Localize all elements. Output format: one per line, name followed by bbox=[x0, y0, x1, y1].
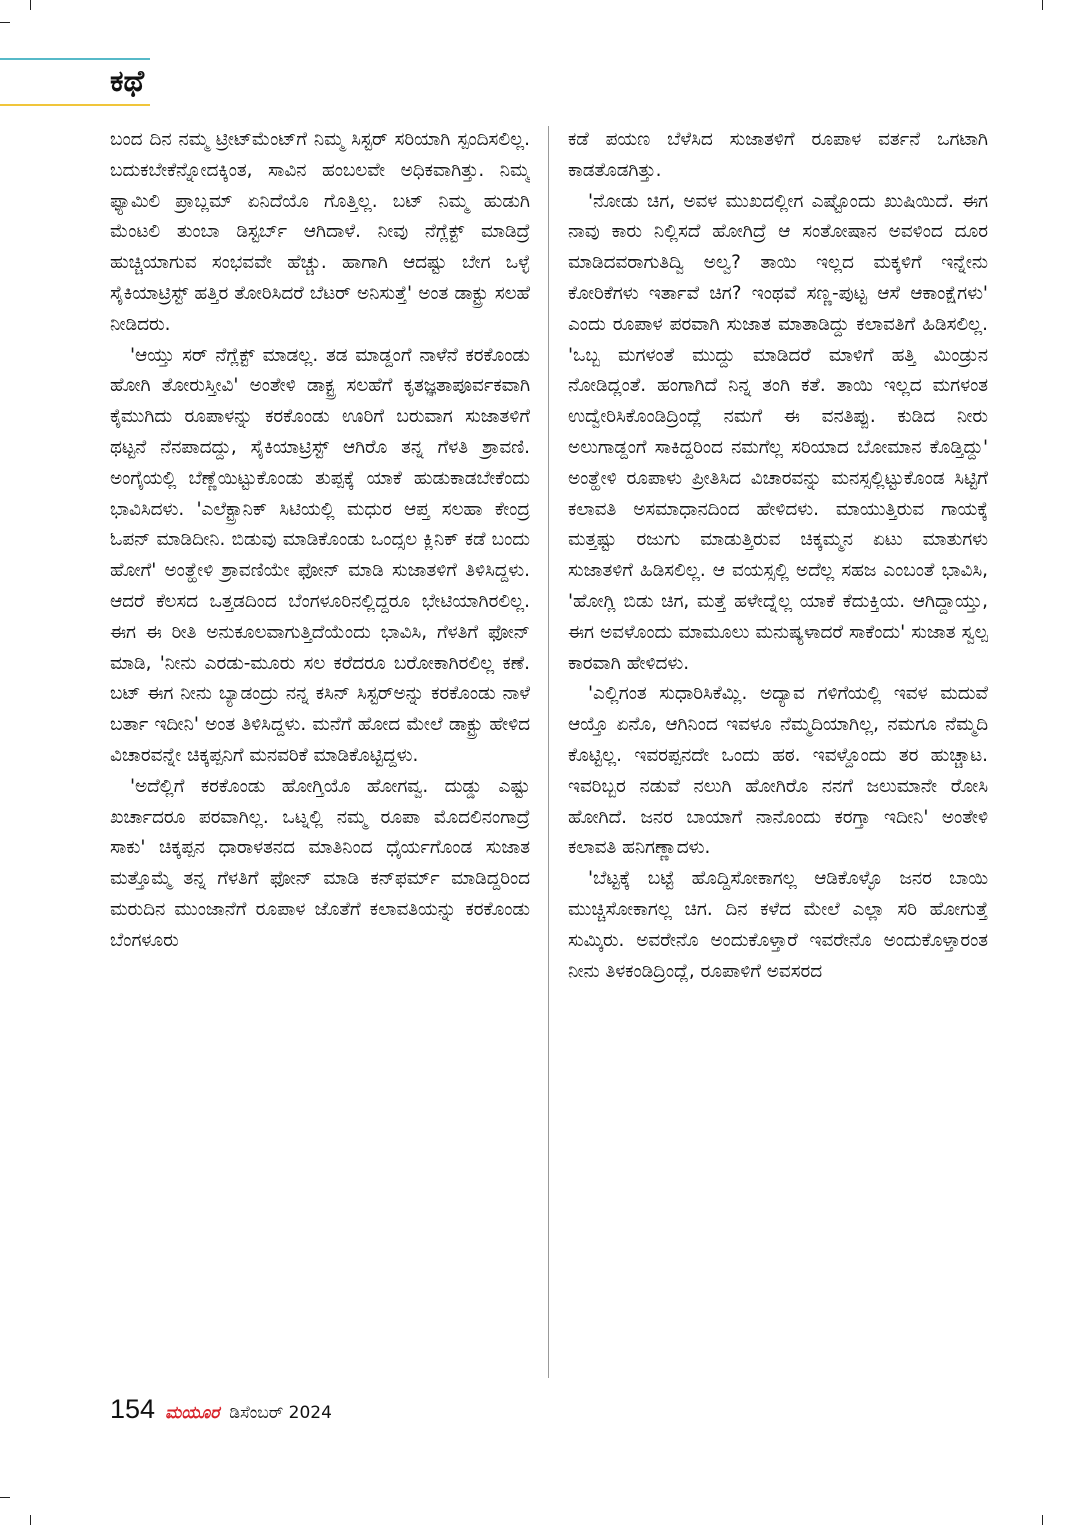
crop-mark bbox=[1042, 0, 1043, 10]
crop-mark bbox=[30, 1515, 31, 1525]
paragraph: 'ಅದೆಲ್ಲಿಗೆ ಕರಕೊಂಡು ಹೋಗ್ತಿಯೊ ಹೋಗವ್ವ. ದುಡ್ಡು ಎಷ್ಟು ಖರ್ಚಾದರೂ ಪರವಾಗಿಲ್ಲ. ಒಟ್ನಲ್ಲಿ ನಮ್ಮ ರೂಪಾ ಮೊದಲಿನಂಗಾದ್ರೆ ಸಾಕು' ಚಿಕ್ಕಪ್ಪನ ಧಾರಾಳತನದ ಮಾತಿನಿಂದ ಧೈರ್ಯಗೊಂಡ ಸುಜಾತ ಮತ್ತೊಮ್ಮೆ ತನ್ನ ಗೆಳತಿಗೆ ಫೋನ್ ಮಾಡಿ ಕನ್‌ಫರ್ಮ್ ಮಾಡಿದ್ದರಿಂದ ಮರುದಿನ ಮುಂಜಾನೆಗೆ ರೂಪಾಳ ಜೊತೆಗೆ ಕಲಾವತಿಯನ್ನು ಕರಕೊಂಡು ಬೆಂಗಳೂರು bbox=[110, 775, 530, 951]
magazine-logo: ಮಯೂರ bbox=[165, 1403, 220, 1423]
crop-mark bbox=[1042, 1515, 1043, 1525]
paragraph: 'ಎಲ್ಲಿಗಂತ ಸುಧಾರಿಸಿಕೆಮ್ಲಿ. ಅದ್ಯಾವ ಗಳಿಗೆಯಲ್ಲಿ ಇವಳ ಮದುವೆ ಆಯ್ತೊ ಏನೊ, ಆಗಿನಿಂದ ಇವಳೂ ನೆಮ್ಮದಿಯಾಗಿಲ್ಲ, ನಮಗೂ ನೆಮ್ಮದಿ ಕೊಟ್ಟಿಲ್ಲ. ಇವರಪ್ಪನದೇ ಒಂದು ಹಠ. ಇವಳ್ದೊಂದು ತರ ಹುಚ್ಚಾಟ. ಇವರಿಬ್ಬರ ನಡುವೆ ನಲುಗಿ ಹೋಗಿರೊ ನನಗೆ ಜಲುಮಾನೇ ರೋಸಿ ಹೋಗಿದೆ. ಜನರ ಬಾಯಾಗೆ ನಾನೊಂದು ಕರಗ್ತಾ ಇದೀನಿ' ಅಂತೇಳಿ ಕಲಾವತಿ ಹನಿಗಣ್ಣಾದಳು. bbox=[568, 683, 988, 859]
page-footer bbox=[110, 1394, 332, 1428]
crop-mark bbox=[0, 1497, 10, 1498]
column-divider bbox=[548, 126, 549, 1378]
paragraph: ಕಡೆ ಪಯಣ ಬೆಳೆಸಿದ ಸುಜಾತಳಿಗೆ ರೂಪಾಳ ವರ್ತನೆ ಒಗಟಾಗಿ ಕಾಡತೊಡಗಿತ್ತು. bbox=[568, 129, 988, 181]
section-rule-bottom bbox=[0, 104, 150, 106]
section-rule-top bbox=[0, 58, 150, 60]
issue-date: ಡಿಸೆಂಬರ್ 2024 bbox=[229, 1403, 332, 1423]
paragraph: ಬಂದ ದಿನ ನಮ್ಮ ಟ್ರೀಟ್‌ಮೆಂಟ್‌ಗೆ ನಿಮ್ಮ ಸಿಸ್ಟರ್ ಸರಿಯಾಗಿ ಸ್ಪಂದಿಸಲಿಲ್ಲ. ಬದುಕಬೇಕೆನ್ನೋದಕ್ಕಿಂತ, ಸಾವಿನ ಹಂಬಲವೇ ಅಧಿಕವಾಗಿತ್ತು. ನಿಮ್ಮ ಫ್ಯಾಮಿಲಿ ಪ್ರಾಬ್ಲಮ್ ಏನಿದೆಯೊ ಗೊತ್ತಿಲ್ಲ. ಬಟ್ ನಿಮ್ಮ ಹುಡುಗಿ ಮೆಂಟಲಿ ತುಂಬಾ ಡಿಸ್ಟರ್ಬ್ ಆಗಿದಾಳೆ. ನೀವು ನೆಗ್ಲೆಕ್ಟ್ ಮಾಡಿದ್ರೆ ಹುಚ್ಚಿಯಾಗುವ ಸಂಭವವೇ ಹೆಚ್ಚು. ಹಾಗಾಗಿ ಆದಷ್ಟು ಬೇಗ ಒಳ್ಳೆ ಸೈಕಿಯಾಟ್ರಿಸ್ಟ್ ಹತ್ತಿರ ತೋರಿಸಿದರೆ ಬೆಟರ್ ಅನಿಸುತ್ತೆ' ಅಂತ ಡಾಕ್ಟ್ರು ಸಲಹೆ ನೀಡಿದರು. bbox=[110, 129, 530, 335]
article-column-right bbox=[568, 125, 988, 1380]
crop-mark bbox=[0, 22, 10, 23]
section-title: ಕಥೆ bbox=[110, 64, 145, 99]
paragraph: 'ಬೆಟ್ಟಕ್ಕೆ ಬಟ್ಟೆ ಹೊದ್ದಿಸೋಕಾಗಲ್ಲ ಆಡಿಕೊಳ್ಳೊ ಜನರ ಬಾಯಿ ಮುಚ್ಚಿಸೋಕಾಗಲ್ಲ ಚಿಗ. ದಿನ ಕಳೆದ ಮೇಲೆ ಎಲ್ಲಾ ಸರಿ ಹೋಗುತ್ತೆ ಸುಮ್ಕಿರು. ಅವರೇನೊ ಅಂದುಕೊಳ್ತಾರೆ ಇವರೇನೊ ಅಂದುಕೊಳ್ತಾರಂತ ನೀನು ತಿಳಕಂಡಿದ್ರಿಂದ್ಲೆ, ರೂಪಾಳಿಗೆ ಅವಸರದ bbox=[568, 868, 988, 982]
crop-mark bbox=[30, 0, 31, 10]
page-number: 154 bbox=[110, 1394, 156, 1424]
paragraph: 'ಆಯ್ತು ಸರ್ ನೆಗ್ಲೆಕ್ಟ್ ಮಾಡಲ್ಲ. ತಡ ಮಾಡ್ದಂಗೆ ನಾಳೆನೆ ಕರಕೊಂಡು ಹೋಗಿ ತೋರುಸ್ತೀವಿ' ಅಂತೇಳಿ ಡಾಕ್ಟ್ರ ಸಲಹೆಗೆ ಕೃತಜ್ಞತಾಪೂರ್ವಕವಾಗಿ ಕೈಮುಗಿದು ರೂಪಾಳನ್ನು ಕರಕೊಂಡು ಊರಿಗೆ ಬರುವಾಗ ಸುಜಾತಳಿಗೆ ಥಟ್ಟನೆ ನೆನಪಾದದ್ದು, ಸೈಕಿಯಾಟ್ರಿಸ್ಟ್ ಆಗಿರೊ ತನ್ನ ಗೆಳತಿ ಶ್ರಾವಣಿ. ಅಂಗೈಯಲ್ಲಿ ಬೆಣ್ಣೆಯಿಟ್ಟುಕೊಂಡು ತುಪ್ಪಕ್ಕೆ ಯಾಕೆ ಹುಡುಕಾಡಬೇಕೆಂದು ಭಾವಿಸಿದಳು. 'ಎಲೆಕ್ಟ್ರಾನಿಕ್ ಸಿಟಿಯಲ್ಲಿ ಮಧುರ ಆಪ್ತ ಸಲಹಾ ಕೇಂದ್ರ ಓಪನ್ ಮಾಡಿದೀನಿ. ಬಿಡುವು ಮಾಡಿಕೊಂಡು ಒಂದ್ಸಲ ಕ್ಲಿನಿಕ್ ಕಡೆ ಬಂದು ಹೋಗೆ' ಅಂತ್ಹೇಳಿ ಶ್ರಾವಣಿಯೇ ಫೋನ್ ಮಾಡಿ ಸುಜಾತಳಿಗೆ ತಿಳಿಸಿದ್ದಳು. ಆದರೆ ಕೆಲಸದ ಒತ್ತಡದಿಂದ ಬೆಂಗಳೂರಿನಲ್ಲಿದ್ದರೂ ಭೇಟಿಯಾಗಿರಲಿಲ್ಲ. ಈಗ ಈ ರೀತಿ ಅನುಕೂಲವಾಗುತ್ತಿದೆಯೆಂದು ಭಾವಿಸಿ, ಗೆಳತಿಗೆ ಫೋನ್ ಮಾಡಿ, 'ನೀನು ಎರಡು-ಮೂರು ಸಲ ಕರೆದರೂ ಬರೋಕಾಗಿರಲಿಲ್ಲ ಕಣೆ. ಬಟ್ ಈಗ ನೀನು ಬ್ಯಾಡಂದ್ರು ನನ್ನ ಕಸಿನ್ ಸಿಸ್ಟರ್‌ಅನ್ನು ಕರಕೊಂಡು ನಾಳೆ ಬರ್ತಾ ಇದೀನಿ' ಅಂತ ತಿಳಿಸಿದ್ದಳು. ಮನೆಗೆ ಹೋದ ಮೇಲೆ ಡಾಕ್ಟ್ರು ಹೇಳಿದ ವಿಚಾರವನ್ನೇ ಚಿಕ್ಕಪ್ಪನಿಗೆ ಮನವರಿಕೆ ಮಾಡಿಕೊಟ್ಟಿದ್ದಳು. bbox=[110, 344, 530, 766]
paragraph: 'ನೋಡು ಚಿಗ, ಅವಳ ಮುಖದಲ್ಲೀಗ ಎಷ್ಟೊಂದು ಖುಷಿಯಿದೆ. ಈಗ ನಾವು ಕಾರು ನಿಲ್ಲಿಸದೆ ಹೋಗಿದ್ರೆ ಆ ಸಂತೋಷಾನ ಅವಳಿಂದ ದೂರ ಮಾಡಿದವರಾಗುತಿದ್ವಿ ಅಲ್ವ? ತಾಯಿ ಇಲ್ಲದ ಮಕ್ಕಳಿಗೆ ಇನ್ನೇನು ಕೋರಿಕೆಗಳು ಇರ್ತಾವೆ ಚಿಗ? ಇಂಥವೆ ಸಣ್ಣ-ಪುಟ್ಟ ಆಸೆ ಆಕಾಂಕ್ಷೆಗಳು' ಎಂದು ರೂಪಾಳ ಪರವಾಗಿ ಸುಜಾತ ಮಾತಾಡಿದ್ದು ಕಲಾವತಿಗೆ ಹಿಡಿಸಲಿಲ್ಲ. 'ಒಬ್ಬ ಮಗಳಂತೆ ಮುದ್ದು ಮಾಡಿದರೆ ಮಾಳಿಗೆ ಹತ್ತಿ ಮಿಂಡ್ರುನ ನೋಡಿದ್ಲಂತೆ. ಹಂಗಾಗಿದೆ ನಿನ್ನ ತಂಗಿ ಕತೆ. ತಾಯಿ ಇಲ್ಲದ ಮಗಳಂತ ಉದ್ವೇರಿಸಿಕೊಂಡಿದ್ರಿಂದ್ಲೆ ನಮಗೆ ಈ ವನತಿಪ್ಪು. ಕುಡಿದ ನೀರು ಅಲುಗಾಡ್ದಂಗೆ ಸಾಕಿದ್ದರಿಂದ ನಮಗೆಲ್ಲ ಸರಿಯಾದ ಬೋಮಾನ ಕೊಡ್ತಿದ್ದು' ಅಂತ್ಹೇಳಿ ರೂಪಾಳು ಪ್ರೀತಿಸಿದ ವಿಚಾರವನ್ನು ಮನಸ್ಸಲ್ಲಿಟ್ಟುಕೊಂಡ ಸಿಟ್ಟಿಗೆ ಕಲಾವತಿ ಅಸಮಾಧಾನದಿಂದ ಹೇಳಿದಳು. ಮಾಯುತ್ತಿರುವ ಗಾಯಕ್ಕೆ ಮತ್ತಷ್ಟು ರಜುಗು ಮಾಡುತ್ತಿರುವ ಚಿಕ್ಕಮ್ಮನ ಏಟು ಮಾತುಗಳು ಸುಜಾತಳಿಗೆ ಹಿಡಿಸಲಿಲ್ಲ. ಆ ವಯಸ್ಸಲ್ಲಿ ಅದೆಲ್ಲ ಸಹಜ ಎಂಬಂತೆ ಭಾವಿಸಿ, 'ಹೋಗ್ಲಿ ಬಿಡು ಚಿಗ, ಮತ್ತೆ ಹಳೇದ್ನೆಲ್ಲ ಯಾಕೆ ಕೆದುಕ್ತಿಯ. ಆಗಿದ್ದಾಯ್ತು, ಈಗ ಅವಳೊಂದು ಮಾಮೂಲು ಮನುಷ್ಯಳಾದರೆ ಸಾಕೆಂದು' ಸುಜಾತ ಸ್ವಲ್ಪ ಕಾರವಾಗಿ ಹೇಳಿದಳು. bbox=[568, 190, 988, 674]
article-column-left bbox=[110, 125, 530, 1380]
